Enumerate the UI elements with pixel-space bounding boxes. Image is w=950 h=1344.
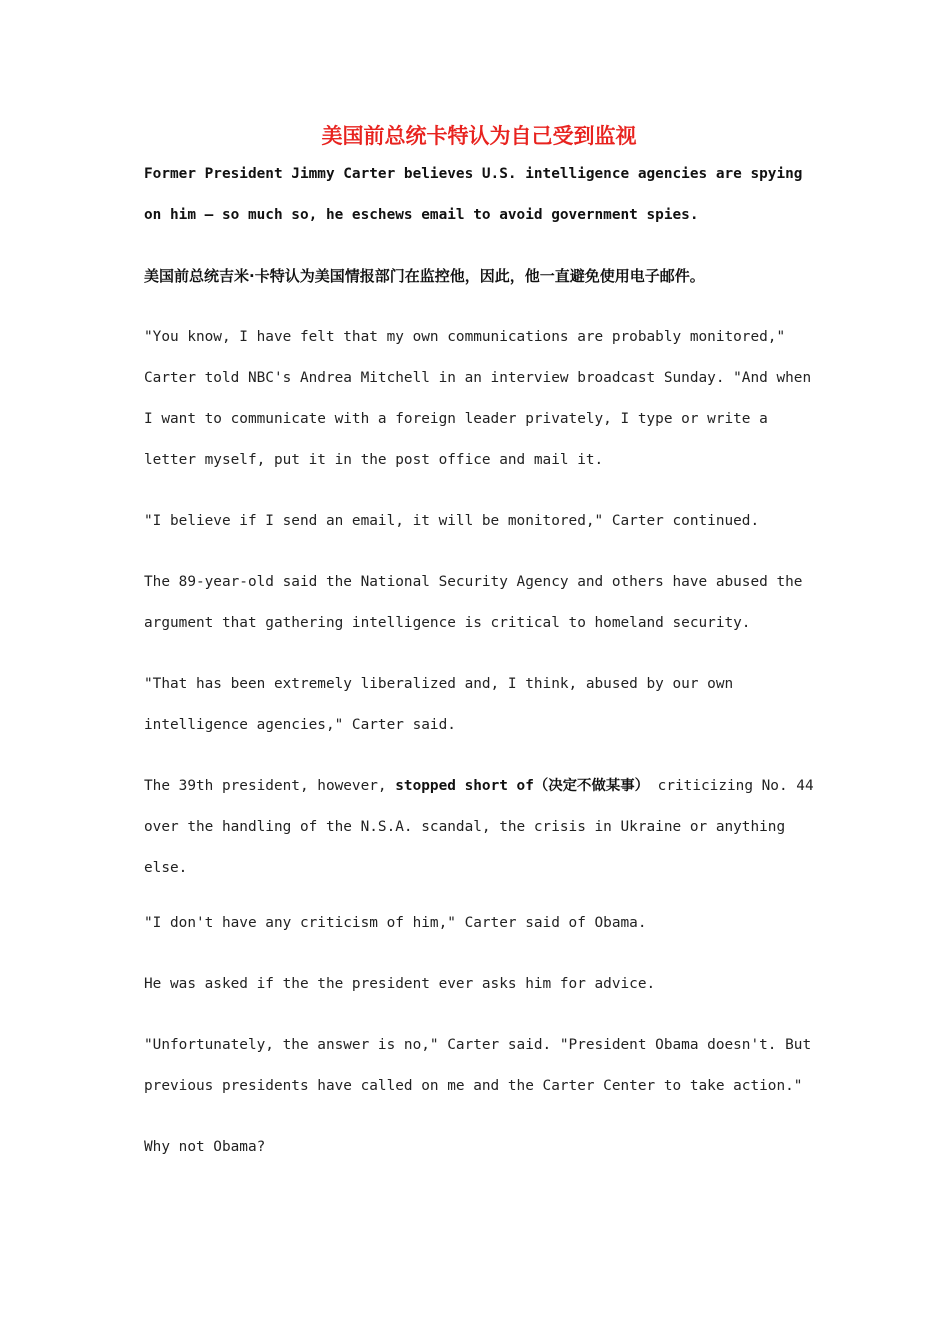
- paragraph-39th-after: criticizing No. 44 over the handling of the N.S.A. scandal, the crisis in Ukraine or anything else.: [144, 778, 814, 876]
- article-title: 美国前总统卡特认为自己受到监视: [321, 124, 637, 148]
- paragraph-no-criticism: "I don't have any criticism of him," Carter said of Obama.: [144, 915, 647, 931]
- paragraph-quote-communications: "You know, I have felt that my own communications are probably monitored," Carter told NBC's Andrea Mitchell in an interview broadcast Sunday. "And when I want to communicate with a foreign leader privately, I type or write a letter myself, put it in the post office and mail it.: [144, 329, 812, 468]
- paragraph-intro-cn: 美国前总统吉米·卡特认为美国情报部门在监控他，因此，他一直避免使用电子邮件。: [144, 267, 705, 285]
- paragraph-liberalized: "That has been extremely liberalized and, I think, abused by our own intelligence agencies," Carter said.: [144, 676, 734, 733]
- paragraph-unfortunately: "Unfortunately, the answer is no," Carter said. "President Obama doesn't. But previous presidents have called on me and the Carter Center to take action.": [144, 1037, 812, 1094]
- paragraph-39th-before: The 39th president, however,: [144, 778, 396, 794]
- paragraph-nsa: The 89-year-old said the National Security Agency and others have abused the argument that gathering intelligence is critical to homeland security.: [144, 574, 803, 631]
- document-page: [144, 118, 824, 1188]
- paragraph-quote-email: "I believe if I send an email, it will be monitored," Carter continued.: [144, 513, 760, 529]
- paragraph-advice: He was asked if the the president ever asks him for advice.: [144, 976, 656, 992]
- paragraph-why-not: Why not Obama?: [144, 1139, 266, 1155]
- highlighted-phrase: stopped short of（决定不做某事）: [395, 778, 650, 794]
- paragraph-39th-president: [144, 766, 824, 889]
- paragraph-intro-en: Former President Jimmy Carter believes U.S. intelligence agencies are spying on him — so much so, he eschews email to avoid government spies.: [144, 166, 803, 223]
